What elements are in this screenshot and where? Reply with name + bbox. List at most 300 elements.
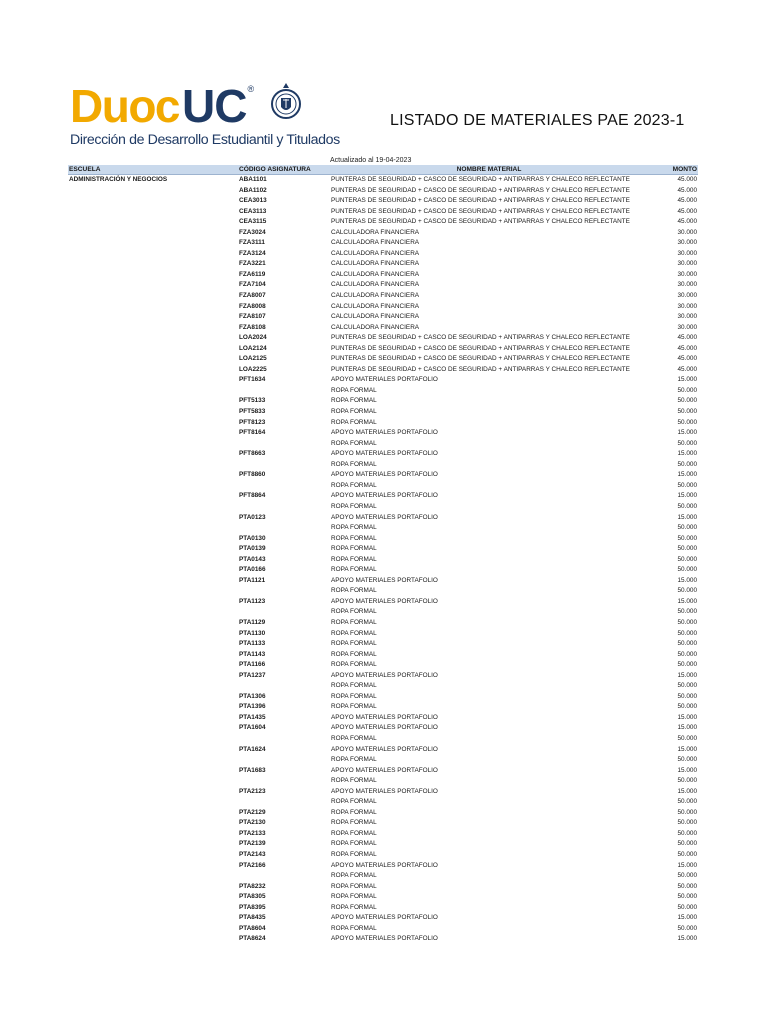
table-row (68, 270, 698, 281)
escuela-cell (68, 797, 238, 808)
material-cell: ROPA FORMAL (331, 777, 377, 785)
table-row (68, 565, 698, 576)
material-cell: ROPA FORMAL (331, 460, 377, 468)
logo-uc-text: UC (182, 80, 247, 132)
table-row (68, 502, 698, 513)
table-row (68, 555, 698, 566)
escuela-cell (68, 449, 238, 460)
material-cell: PUNTERAS DE SEGURIDAD + CASCO DE SEGURIDAD + ANTIPARRAS Y CHALECO REFLECTANTE (331, 334, 630, 342)
escuela-cell (68, 671, 238, 682)
codigo-cell: PTA0166 (239, 566, 266, 574)
monto-cell: 50.000 (677, 618, 697, 626)
escuela-cell (68, 776, 238, 787)
escuela-cell (68, 882, 238, 893)
monto-cell: 50.000 (677, 408, 697, 416)
codigo-cell: CEA3113 (239, 207, 267, 215)
material-cell: ROPA FORMAL (331, 629, 377, 637)
monto-cell: 45.000 (677, 186, 697, 194)
logo-duoc-text: Duoc (70, 80, 179, 132)
codigo-cell: ABA1102 (239, 186, 267, 194)
updated-date: Actualizado al 19-04-2023 (330, 157, 412, 164)
codigo-cell: FZA3221 (239, 260, 266, 268)
monto-cell: 50.000 (677, 555, 697, 563)
escuela-cell (68, 323, 238, 334)
codigo-cell (238, 776, 330, 787)
registered-mark: ® (247, 84, 255, 94)
material-cell: ROPA FORMAL (331, 903, 377, 911)
monto-cell: 30.000 (677, 323, 697, 331)
monto-cell: 50.000 (677, 386, 697, 394)
material-cell: CALCULADORA FINANCIERA (331, 249, 420, 257)
monto-cell: 50.000 (677, 608, 697, 616)
escuela-cell (68, 607, 238, 618)
monto-cell: 50.000 (677, 629, 697, 637)
monto-cell: 50.000 (677, 851, 697, 858)
material-cell: ROPA FORMAL (331, 840, 377, 848)
material-cell: ROPA FORMAL (331, 829, 377, 837)
escuela-cell (68, 755, 238, 766)
table-row (68, 934, 698, 945)
column-header-escuela: ESCUELA (68, 165, 238, 175)
table-row (68, 481, 698, 492)
codigo-cell: PTA1396 (239, 703, 266, 711)
codigo-cell (238, 734, 330, 745)
codigo-cell: CEA3013 (239, 197, 267, 205)
table-row (68, 639, 698, 650)
monto-cell: 50.000 (677, 397, 697, 405)
escuela-cell (68, 207, 238, 218)
escuela-cell (68, 629, 238, 640)
escuela-cell (68, 555, 238, 566)
escuela-cell (68, 639, 238, 650)
monto-cell: 15.000 (677, 861, 697, 869)
material-cell: APOYO MATERIALES PORTAFOLIO (331, 713, 438, 721)
codigo-cell (238, 481, 330, 492)
monto-cell: 45.000 (677, 365, 697, 373)
escuela-cell (68, 344, 238, 355)
material-cell: ROPA FORMAL (331, 587, 377, 595)
material-cell: ROPA FORMAL (331, 408, 377, 416)
material-cell: APOYO MATERIALES PORTAFOLIO (331, 724, 438, 732)
escuela-cell (68, 186, 238, 197)
table-row (68, 291, 698, 302)
monto-cell: 50.000 (677, 566, 697, 574)
escuela-cell (68, 702, 238, 713)
monto-cell: 50.000 (677, 661, 697, 669)
escuela-cell (68, 375, 238, 386)
monto-cell: 30.000 (677, 228, 697, 236)
escuela-cell (68, 365, 238, 376)
codigo-cell: PTA1604 (239, 724, 266, 732)
escuela-cell (68, 850, 238, 861)
table-row (68, 375, 698, 386)
table-row (68, 787, 698, 798)
escuela-cell (68, 238, 238, 249)
monto-cell: 30.000 (677, 260, 697, 268)
table-row (68, 513, 698, 524)
table-row (68, 776, 698, 787)
material-cell: ROPA FORMAL (331, 756, 377, 764)
material-cell: CALCULADORA FINANCIERA (331, 270, 420, 278)
codigo-cell: PTA8232 (239, 882, 266, 890)
material-cell: APOYO MATERIALES PORTAFOLIO (331, 492, 438, 500)
monto-cell: 30.000 (677, 281, 697, 289)
table-row (68, 344, 698, 355)
table-row (68, 723, 698, 734)
material-cell: ROPA FORMAL (331, 872, 377, 880)
codigo-cell: PTA2139 (239, 840, 266, 848)
material-cell: APOYO MATERIALES PORTAFOLIO (331, 914, 438, 922)
escuela-cell (68, 903, 238, 914)
monto-cell: 30.000 (677, 249, 697, 257)
codigo-cell: PTA1143 (239, 650, 266, 658)
table-row (68, 196, 698, 207)
material-cell: ROPA FORMAL (331, 502, 377, 510)
table-row (68, 618, 698, 629)
document-header (0, 0, 768, 164)
codigo-cell: FZA8007 (239, 292, 266, 300)
monto-cell: 50.000 (677, 682, 697, 690)
table-row (68, 850, 698, 861)
material-cell: PUNTERAS DE SEGURIDAD + CASCO DE SEGURIDAD + ANTIPARRAS Y CHALECO REFLECTANTE (331, 186, 630, 194)
escuela-cell (68, 576, 238, 587)
monto-cell: 45.000 (677, 176, 697, 183)
table-row (68, 629, 698, 640)
escuela-cell (68, 913, 238, 924)
material-cell: PUNTERAS DE SEGURIDAD + CASCO DE SEGURIDAD + ANTIPARRAS Y CHALECO REFLECTANTE (331, 344, 630, 352)
escuela-cell (68, 270, 238, 281)
codigo-cell: PTA8305 (239, 893, 266, 901)
table-row (68, 586, 698, 597)
materials-table (68, 165, 698, 945)
material-cell: PUNTERAS DE SEGURIDAD + CASCO DE SEGURIDAD + ANTIPARRAS Y CHALECO REFLECTANTE (331, 218, 630, 226)
table-row (68, 745, 698, 756)
codigo-cell: PTA8435 (239, 914, 266, 922)
escuela-cell (68, 597, 238, 608)
codigo-cell: PTA1130 (239, 629, 266, 637)
codigo-cell (238, 386, 330, 397)
monto-cell: 50.000 (677, 650, 697, 658)
codigo-cell: PTA1683 (239, 766, 266, 774)
codigo-cell: PTA2143 (239, 851, 266, 858)
table-row (68, 808, 698, 819)
material-cell: CALCULADORA FINANCIERA (331, 281, 420, 289)
escuela-cell (68, 787, 238, 798)
codigo-cell: PTA0139 (239, 545, 266, 553)
table-row (68, 818, 698, 829)
codigo-cell (238, 681, 330, 692)
material-cell: ROPA FORMAL (331, 808, 377, 816)
material-cell: ROPA FORMAL (331, 703, 377, 711)
escuela-cell (68, 681, 238, 692)
table-row (68, 871, 698, 882)
material-cell: ROPA FORMAL (331, 397, 377, 405)
monto-cell: 15.000 (677, 429, 697, 437)
table-row (68, 607, 698, 618)
table-row (68, 396, 698, 407)
codigo-cell: PTA2133 (239, 829, 266, 837)
monto-cell: 15.000 (677, 935, 697, 943)
table-row (68, 207, 698, 218)
monto-cell: 45.000 (677, 334, 697, 342)
document-title: LISTADO DE MATERIALES PAE 2023-1 (390, 112, 685, 129)
table-row (68, 924, 698, 935)
escuela-cell (68, 407, 238, 418)
escuela-cell (68, 396, 238, 407)
monto-cell: 50.000 (677, 819, 697, 827)
codigo-cell: FZA8108 (239, 323, 266, 331)
table-row (68, 186, 698, 197)
codigo-cell: PTA1306 (239, 692, 266, 700)
escuela-cell (68, 418, 238, 429)
logo-wordmark (70, 80, 254, 130)
codigo-cell: PFT8123 (239, 418, 266, 426)
escuela-cell (68, 650, 238, 661)
monto-cell: 45.000 (677, 197, 697, 205)
codigo-cell: FZA7104 (239, 281, 266, 289)
table-row (68, 470, 698, 481)
codigo-cell: PTA2130 (239, 819, 266, 827)
monto-cell: 50.000 (677, 882, 697, 890)
escuela-cell (68, 713, 238, 724)
escuela-cell (68, 491, 238, 502)
codigo-cell: FZA6119 (239, 270, 266, 278)
table-row (68, 354, 698, 365)
material-cell: CALCULADORA FINANCIERA (331, 323, 420, 331)
table-body (68, 175, 698, 945)
material-cell: ROPA FORMAL (331, 661, 377, 669)
table-row (68, 418, 698, 429)
monto-cell: 50.000 (677, 587, 697, 595)
monto-cell: 15.000 (677, 724, 697, 732)
escuela-cell (68, 829, 238, 840)
material-cell: CALCULADORA FINANCIERA (331, 292, 420, 300)
codigo-cell: PTA0130 (239, 534, 266, 542)
table-row (68, 861, 698, 872)
materials-table-container (68, 165, 698, 945)
escuela-cell (68, 808, 238, 819)
escuela-cell (68, 470, 238, 481)
escuela-cell (68, 460, 238, 471)
monto-cell: 15.000 (677, 745, 697, 753)
material-cell: ROPA FORMAL (331, 534, 377, 542)
monto-cell: 15.000 (677, 787, 697, 795)
codigo-cell: PTA1123 (239, 597, 266, 605)
codigo-cell (238, 871, 330, 882)
escuela-cell (68, 428, 238, 439)
escuela-cell (68, 766, 238, 777)
monto-cell: 30.000 (677, 292, 697, 300)
table-row (68, 829, 698, 840)
material-cell: APOYO MATERIALES PORTAFOLIO (331, 576, 438, 584)
monto-cell: 15.000 (677, 513, 697, 521)
material-cell: APOYO MATERIALES PORTAFOLIO (331, 935, 438, 943)
codigo-cell: PTA2166 (239, 861, 266, 869)
codigo-cell (238, 523, 330, 534)
table-row (68, 597, 698, 608)
table-row (68, 576, 698, 587)
monto-cell: 50.000 (677, 545, 697, 553)
codigo-cell: FZA3111 (239, 239, 265, 247)
table-row (68, 428, 698, 439)
escuela-cell (68, 386, 238, 397)
material-cell: ROPA FORMAL (331, 481, 377, 489)
material-cell: ROPA FORMAL (331, 882, 377, 890)
codigo-cell: PTA1133 (239, 640, 266, 648)
monto-cell: 50.000 (677, 903, 697, 911)
escuela-cell (68, 745, 238, 756)
monto-cell: 15.000 (677, 471, 697, 479)
monto-cell: 50.000 (677, 840, 697, 848)
escuela-cell (68, 523, 238, 534)
codigo-cell: ABA1101 (239, 176, 267, 183)
material-cell: ROPA FORMAL (331, 566, 377, 574)
table-row (68, 228, 698, 239)
escuela-cell (68, 439, 238, 450)
material-cell: CALCULADORA FINANCIERA (331, 228, 420, 236)
material-cell: ROPA FORMAL (331, 524, 377, 532)
material-cell: ROPA FORMAL (331, 545, 377, 553)
monto-cell: 50.000 (677, 756, 697, 764)
escuela-cell (68, 228, 238, 239)
escuela-cell (68, 734, 238, 745)
codigo-cell: PTA8604 (239, 924, 266, 932)
monto-cell: 50.000 (677, 439, 697, 447)
table-row (68, 365, 698, 376)
material-cell: ROPA FORMAL (331, 418, 377, 426)
monto-cell: 50.000 (677, 481, 697, 489)
monto-cell: 50.000 (677, 460, 697, 468)
codigo-cell: FZA3124 (239, 249, 266, 257)
table-row (68, 280, 698, 291)
material-cell: ROPA FORMAL (331, 819, 377, 827)
escuela-cell: ADMINISTRACIÓN Y NEGOCIOS (69, 176, 168, 183)
monto-cell: 50.000 (677, 829, 697, 837)
table-row (68, 386, 698, 397)
table-row (68, 449, 698, 460)
material-cell: APOYO MATERIALES PORTAFOLIO (331, 429, 438, 437)
escuela-cell (68, 871, 238, 882)
table-row (68, 238, 698, 249)
monto-cell: 15.000 (677, 450, 697, 458)
table-row (68, 323, 698, 334)
escuela-cell (68, 723, 238, 734)
university-seal-icon (270, 80, 302, 126)
table-row (68, 534, 698, 545)
codigo-cell: PFT8663 (239, 450, 266, 458)
table-row (68, 839, 698, 850)
escuela-cell (68, 481, 238, 492)
escuela-cell (68, 249, 238, 260)
material-cell: PUNTERAS DE SEGURIDAD + CASCO DE SEGURIDAD + ANTIPARRAS Y CHALECO REFLECTANTE (331, 207, 630, 215)
monto-cell: 15.000 (677, 914, 697, 922)
escuela-cell (68, 217, 238, 228)
escuela-cell (68, 934, 238, 945)
table-row (68, 702, 698, 713)
codigo-cell: PTA8624 (239, 935, 266, 943)
codigo-cell: PTA1237 (239, 671, 266, 679)
table-row (68, 692, 698, 703)
codigo-cell: PTA0143 (239, 555, 266, 563)
material-cell: PUNTERAS DE SEGURIDAD + CASCO DE SEGURIDAD + ANTIPARRAS Y CHALECO REFLECTANTE (331, 365, 630, 373)
table-row (68, 903, 698, 914)
monto-cell: 30.000 (677, 313, 697, 321)
codigo-cell: PTA2123 (239, 787, 266, 795)
escuela-cell (68, 839, 238, 850)
codigo-cell (238, 439, 330, 450)
duoc-uc-logo (70, 80, 340, 155)
codigo-cell: PTA1435 (239, 713, 266, 721)
material-cell: APOYO MATERIALES PORTAFOLIO (331, 766, 438, 774)
table-row (68, 217, 698, 228)
column-header-monto: MONTO (648, 165, 698, 175)
codigo-cell (238, 586, 330, 597)
monto-cell: 45.000 (677, 207, 697, 215)
monto-cell: 50.000 (677, 692, 697, 700)
table-row (68, 913, 698, 924)
monto-cell: 15.000 (677, 671, 697, 679)
table-row (68, 175, 698, 186)
codigo-cell: PTA1121 (239, 576, 266, 584)
material-cell: CALCULADORA FINANCIERA (331, 239, 420, 247)
column-header-codigo: CÓDIGO ASIGNATURA (238, 165, 330, 175)
escuela-cell (68, 312, 238, 323)
table-row (68, 407, 698, 418)
monto-cell: 30.000 (677, 239, 697, 247)
monto-cell: 50.000 (677, 640, 697, 648)
escuela-cell (68, 660, 238, 671)
codigo-cell (238, 607, 330, 618)
table-row (68, 544, 698, 555)
table-row (68, 713, 698, 724)
codigo-cell (238, 755, 330, 766)
escuela-cell (68, 513, 238, 524)
material-cell: PUNTERAS DE SEGURIDAD + CASCO DE SEGURIDAD + ANTIPARRAS Y CHALECO REFLECTANTE (331, 176, 630, 183)
table-row (68, 681, 698, 692)
material-cell: ROPA FORMAL (331, 439, 377, 447)
material-cell: PUNTERAS DE SEGURIDAD + CASCO DE SEGURIDAD + ANTIPARRAS Y CHALECO REFLECTANTE (331, 355, 630, 363)
monto-cell: 45.000 (677, 218, 697, 226)
monto-cell: 15.000 (677, 597, 697, 605)
escuela-cell (68, 196, 238, 207)
monto-cell: 50.000 (677, 924, 697, 932)
table-row (68, 766, 698, 777)
table-row (68, 882, 698, 893)
escuela-cell (68, 618, 238, 629)
codigo-cell: LOA2024 (239, 334, 267, 342)
table-row (68, 491, 698, 502)
codigo-cell: PFT8860 (239, 471, 266, 479)
escuela-cell (68, 892, 238, 903)
material-cell: ROPA FORMAL (331, 386, 377, 394)
codigo-cell: LOA2124 (239, 344, 267, 352)
table-row (68, 460, 698, 471)
table-header-row (68, 165, 698, 175)
escuela-cell (68, 333, 238, 344)
monto-cell: 15.000 (677, 766, 697, 774)
material-cell: APOYO MATERIALES PORTAFOLIO (331, 513, 438, 521)
escuela-cell (68, 502, 238, 513)
monto-cell: 15.000 (677, 713, 697, 721)
logo-subtitle: Dirección de Desarrollo Estudiantil y Titulados (70, 132, 340, 148)
codigo-cell: CEA3115 (239, 218, 267, 226)
material-cell: APOYO MATERIALES PORTAFOLIO (331, 671, 438, 679)
material-cell: ROPA FORMAL (331, 798, 377, 806)
codigo-cell: PFT1634 (239, 376, 266, 384)
monto-cell: 30.000 (677, 302, 697, 310)
material-cell: APOYO MATERIALES PORTAFOLIO (331, 376, 438, 384)
material-cell: APOYO MATERIALES PORTAFOLIO (331, 597, 438, 605)
